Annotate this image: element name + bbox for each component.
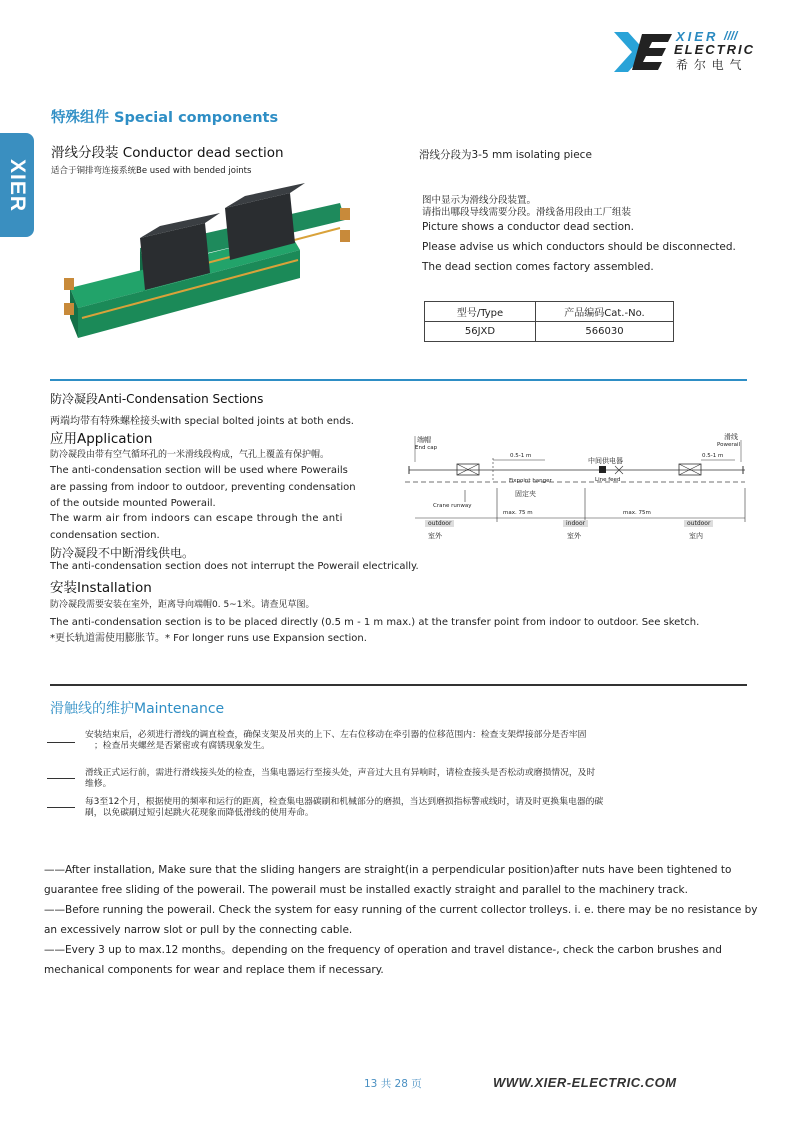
maint-item-1-l2: ；检查吊夹螺丝是否紧密或有腐锈现象发生。 bbox=[94, 741, 270, 751]
installation-sketch bbox=[405, 432, 750, 547]
sketch-crane: Crane runway bbox=[433, 503, 472, 509]
catalog-table bbox=[424, 301, 674, 342]
maint-en-5: ——Every 3 up to max.12 months。depending on the frequency of operation and travel distance-, check the carbon brushes and bbox=[44, 944, 722, 956]
dead-section-title: 滑线分段装 Conductor dead section bbox=[51, 145, 284, 161]
divider-dark bbox=[50, 684, 747, 686]
dead-section-desc-en1: Picture shows a conductor dead section. bbox=[422, 221, 635, 233]
maint-en-2: guarantee free sliding of the powerail. The powerail must be installed exactly straight and parallel to the machinery track. bbox=[44, 884, 688, 896]
sketch-zone2-en: indoor bbox=[563, 520, 588, 527]
table-cell-type: 56JXD bbox=[425, 322, 536, 342]
logo-stripes: //// bbox=[724, 29, 738, 43]
dead-section-desc-cn2: 请指出哪段导线需要分段。滑线备用段由工厂组装 bbox=[422, 207, 632, 218]
sketch-zone2-cn: 室外 bbox=[567, 532, 581, 540]
application-en5: condensation section. bbox=[50, 530, 160, 541]
maint-bullet-2 bbox=[47, 778, 75, 779]
sketch-powerail-cn: 滑线 bbox=[724, 433, 738, 441]
no-interrupt-cn: 防冷凝段不中断滑线供电。 bbox=[50, 546, 195, 560]
maint-item-3-l1: 每3至12个月，根据使用的频率和运行的距离，检查集电器碳刷和机械部分的磨损，当达到磨损指标警戒线时，请及时更换集电器的碳 bbox=[85, 797, 604, 807]
maint-item-2-l2: 维修。 bbox=[85, 779, 112, 789]
maint-bullet-1 bbox=[47, 742, 75, 743]
logo-word-electric: ELECTRIC bbox=[674, 42, 755, 57]
sketch-fixpoint: Fixpoint hanger bbox=[509, 478, 552, 484]
dead-section-desc-cn1: 图中显示为滑线分段装置。 bbox=[422, 195, 537, 206]
divider-blue bbox=[50, 379, 747, 381]
installation-cn: 防冷凝段需要安装在室外，距离导向端帽0. 5~1米。请查见草图。 bbox=[50, 600, 315, 610]
sketch-dim-right: 0.5-1 m bbox=[702, 453, 724, 459]
anti-condensation-title: 防冷凝段Anti-Condensation Sections bbox=[50, 392, 264, 406]
sketch-dim-left: 0.5-1 m bbox=[510, 453, 532, 459]
sketch-linefeed: Line feed bbox=[595, 477, 621, 483]
sketch-max-left: max. 75 m bbox=[503, 510, 533, 516]
application-title: 应用Application bbox=[50, 431, 153, 447]
table-cell-catno: 566030 bbox=[536, 322, 674, 342]
maintenance-title: 滑触线的维护Maintenance bbox=[50, 701, 225, 717]
sketch-endcap-en: End cap bbox=[415, 445, 438, 451]
section-title-special: 特殊组件 Special components bbox=[51, 110, 279, 126]
logo-x-mark-icon bbox=[612, 30, 674, 74]
sketch-center-feed: 中间供电器 bbox=[588, 457, 623, 465]
dead-section-note: 适合于铜排弯连接系统Be used with bended joints bbox=[51, 166, 252, 176]
application-en1: The anti-condensation section will be used where Powerails bbox=[50, 465, 348, 476]
installation-note: *更长轨道需使用膨胀节。* For longer runs use Expansion section. bbox=[50, 633, 367, 644]
installation-title: 安装Installation bbox=[50, 580, 152, 596]
side-tab bbox=[0, 133, 34, 237]
sketch-drawing bbox=[405, 432, 750, 547]
sketch-fix-cn: 固定夹 bbox=[515, 490, 536, 498]
installation-en: The anti-condensation section is to be placed directly (0.5 m - 1 m max.) at the transfer point from indoor to outdoor. See sketch. bbox=[50, 617, 700, 628]
company-logo bbox=[612, 30, 762, 74]
side-tab-label: XIER bbox=[6, 159, 29, 213]
application-en2: are passing from indoor to outdoor, preventing condensation bbox=[50, 482, 356, 493]
maint-item-3-l2: 刷，以免碳刷过短引起跳火花现象而降低滑线的使用寿命。 bbox=[85, 808, 314, 818]
sketch-powerail-en: Powerail bbox=[717, 442, 741, 448]
application-en3: of the outside mounted Powerail. bbox=[50, 498, 216, 509]
logo-word-xier: XIER bbox=[676, 29, 719, 44]
maint-en-4: an excessively narrow slot or pull by the connecting cable. bbox=[44, 924, 353, 936]
dead-section-desc-en2: Please advise us which conductors should be disconnected. bbox=[422, 241, 736, 253]
dead-section-desc-en3: The dead section comes factory assembled. bbox=[422, 261, 654, 273]
no-interrupt-en: The anti-condensation section does not interrupt the Powerail electrically. bbox=[50, 561, 419, 572]
maint-item-2-l1: 滑线正式运行前，需进行滑线接头处的检查，当集电器运行至接头处，声音过大且有异响时，请检查接头是否松动或磨损情况，及时 bbox=[85, 768, 596, 778]
sketch-zone1-en: outdoor bbox=[425, 520, 454, 527]
sketch-zone1-cn: 室外 bbox=[428, 532, 442, 540]
logo-cn: 希 尔 电 气 bbox=[676, 58, 743, 72]
maint-en-6: mechanical components for wear and replace them if necessary. bbox=[44, 964, 384, 976]
website-url[interactable]: WWW.XIER-ELECTRIC.COM bbox=[493, 1075, 677, 1090]
sketch-zone3-cn: 室内 bbox=[689, 532, 703, 540]
sketch-zone3-en: outdoor bbox=[684, 520, 713, 527]
maint-en-3: ——Before running the powerail. Check the system for easy running of the current collector trolleys. i. e. there may be no resistance by bbox=[44, 904, 758, 916]
table-row bbox=[425, 322, 674, 342]
maint-item-1-l1: 安装结束后，必须进行滑线的调直检查，确保支架及吊夹的上下、左右位移动在牵引器的位移范围内：检查支架焊接部分是否牢固 bbox=[85, 730, 587, 740]
table-head-catno: 产品编码Cat.-No. bbox=[536, 302, 674, 322]
isolating-piece-text: 滑线分段为3-5 mm isolating piece bbox=[419, 149, 592, 161]
conductor-dead-section-image bbox=[60, 178, 360, 348]
sketch-max-right: max. 75m bbox=[623, 510, 651, 516]
maint-bullet-3 bbox=[47, 807, 75, 808]
anti-line1: 两端均带有特殊螺栓接头with special bolted joints at both ends. bbox=[50, 416, 354, 427]
table-header-row bbox=[425, 302, 674, 322]
maint-en-1: ——After installation, Make sure that the sliding hangers are straight(in a perpendicular position)after nuts have been tightened to bbox=[44, 864, 732, 876]
sketch-endcap-cn: 端帽 bbox=[417, 436, 431, 444]
application-cn: 防冷凝段由带有空气循环孔的一米滑线段构成，气孔上覆盖有保护帽。 bbox=[50, 450, 330, 460]
table-head-type: 型号/Type bbox=[425, 302, 536, 322]
application-en4: The warm air from indoors can escape through the anti bbox=[50, 513, 343, 524]
page-number: 13 共 28 页 bbox=[364, 1078, 422, 1090]
